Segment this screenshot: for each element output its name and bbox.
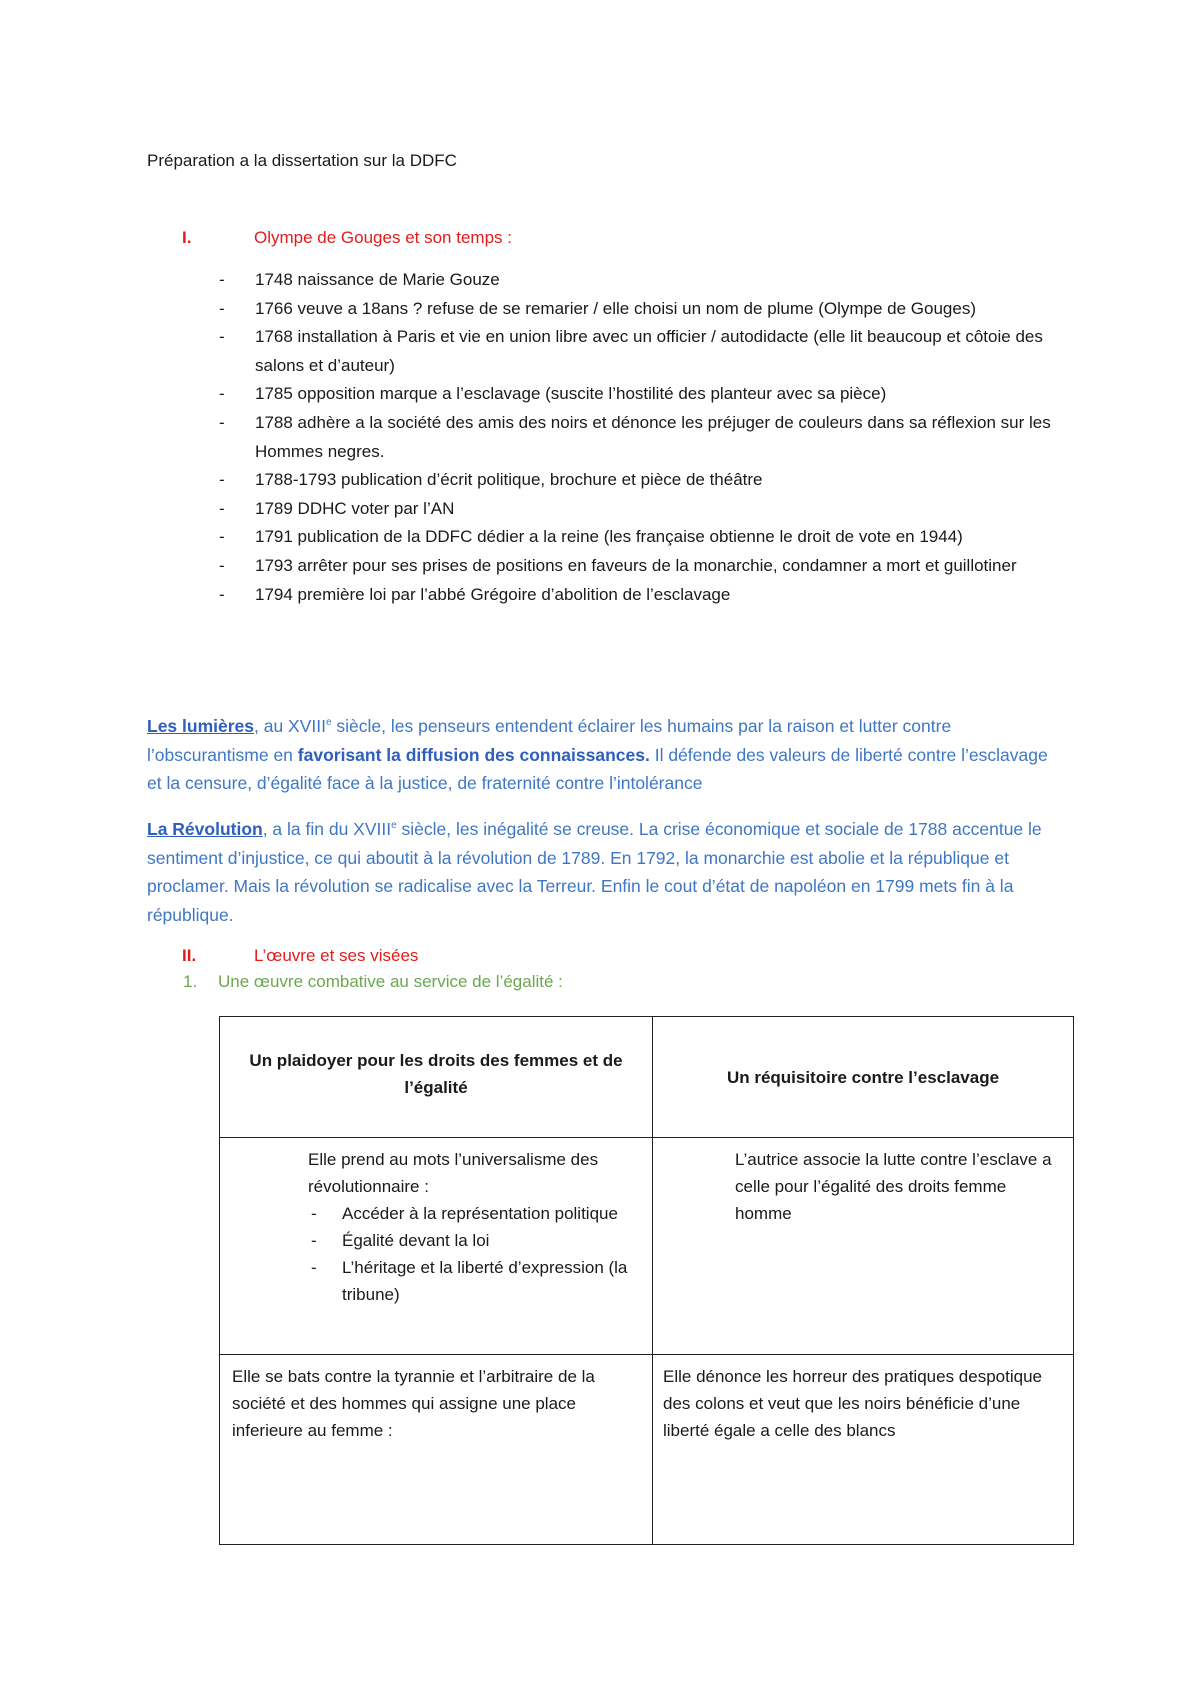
bullet-dash: - [219,412,225,432]
table-row [220,1355,1074,1545]
list-item-text: 1794 première loi par l’abbé Grégoire d’abolition de l’esclavage [255,584,731,604]
list-item-text: 1785 opposition marque a l’esclavage (suscite l’hostilité des planteur avec sa pièce) [255,384,887,404]
bullet-dash: - [311,1258,317,1277]
list-item-text: 1766 veuve a 18ans ? refuse de se remarier / elle choisi un nom de plume (Olympe de Gouges) [255,298,977,318]
list-item-text: L’héritage et la liberté d’expression (la tribune) [342,1258,628,1304]
list-item-text: 1748 naissance de Marie Gouze [255,270,500,289]
list-item [147,323,1067,380]
list-item [147,495,1067,524]
revolution-text-start: , a la fin du XVIII [262,818,392,839]
bullet-dash: - [311,1204,317,1223]
list-item-text: Égalité devant la loi [342,1231,490,1250]
cell-text: Elle se bats contre la tyrannie et l’arbitraire de la société et des hommes qui assigne une place inferieure au femme : [232,1367,595,1440]
list-item [147,466,1067,495]
list-item [308,1227,636,1254]
section-2-number: II. [182,946,197,965]
bullet-dash: - [219,584,225,604]
bullet-dash: - [219,527,225,547]
list-item [147,409,1067,466]
table-header-cell [653,1017,1074,1138]
bullet-dash: - [311,1231,317,1250]
timeline-list [147,266,1067,609]
lumieres-emphasis: favorisant la diffusion des connaissances. [297,744,650,765]
lumieres-paragraph [147,709,1067,798]
subsection-1-title: Une œuvre combative au service de l’égalité : [218,972,563,991]
lumieres-lead: Les lumières [147,715,254,736]
subsection-1-number: 1. [183,972,198,991]
table-row [220,1138,1074,1355]
bullet-dash: - [219,555,225,575]
list-item [147,266,1067,295]
century-superscript: e [391,820,397,831]
century-superscript: e [325,717,332,728]
page-title: Préparation a la dissertation sur la DDFC [147,151,457,170]
list-item [147,552,1067,581]
list-item [147,581,1067,610]
cell-intro-text: Elle prend au mots l’universalisme des révolutionnaire : [308,1150,599,1196]
section-2-title: L’œuvre et ses visées [254,946,419,965]
list-item [308,1254,636,1308]
list-item-text: 1788 adhère a la société des amis des noirs et dénonce les préjuger de couleurs dans sa réflexion sur les Hommes negres. [255,412,1051,461]
comparison-table [219,1016,1074,1545]
list-item-text: 1789 DDHC voter par l’AN [255,498,455,518]
list-item-text: 1768 installation à Paris et vie en union libre avec un officier / autodidacte (elle lit beaucoup et côtoie des salons et d’auteur) [255,327,1043,375]
list-item-text: 1791 publication de la DDFC dédier a la reine (les française obtienne le droit de vote en 1944) [255,527,963,547]
revolution-text-a: siècle, les inégalité se creuse. La crise économique et sociale de 1788 accentue le sentiment d’injustice, ce qui aboutit à la révolution de 1789. En 1792, la monarchie est abolie et la république et proclamer. Mais la révolution se radicalise avec la Terreur. Enfin le cout d’état de napoléon en 1799 mets fin à la république. [147,818,1042,926]
table-cell [220,1355,653,1545]
list-item-text: Accéder à la représentation politique [342,1204,618,1223]
revolution-lead: La Révolution [147,818,263,839]
section-1-number: I. [182,228,192,247]
cell-text: L’autrice associe la lutte contre l’esclave a celle pour l’égalité des droits femme homme [735,1150,1052,1223]
list-item [147,295,1067,324]
bullet-dash: - [219,384,225,404]
list-item-text: 1793 arrêter pour ses prises de positions en faveurs de la monarchie, condamner a mort et guillotiner [255,555,1017,575]
bullet-dash: - [219,498,225,518]
table-cell [653,1355,1074,1545]
cell-list [308,1200,636,1308]
list-item [308,1200,636,1227]
list-item-text: 1788-1793 publication d’écrit politique, brochure et pièce de théâtre [255,470,763,490]
header-anti-slavery: Un réquisitoire contre l’esclavage [726,1067,1000,1087]
lumieres-text-b: Il défende des valeurs de liberté contre l’esclavage et la censure, d’égalité face à la justice, de fraternité contre l’intolérance [147,744,1048,794]
section-1-title: Olympe de Gouges et son temps : [254,228,512,247]
lumieres-text-start: , au XVIII [254,715,326,736]
list-item [147,380,1067,409]
revolution-paragraph [147,812,1067,930]
list-item [147,523,1067,552]
lumieres-text-a: siècle, les penseurs entendent éclairer les humains par la raison et lutter contre l’obscurantisme en [147,715,952,765]
bullet-dash: - [219,470,225,490]
bullet-dash: - [219,270,225,289]
table-header-row [220,1017,1074,1138]
header-women-rights: Un plaidoyer pour les droits des femmes et de l’égalité [249,1051,623,1097]
table-cell [220,1138,653,1355]
table-cell [653,1138,1074,1355]
cell-text: Elle dénonce les horreur des pratiques despotique des colons et veut que les noirs bénéficie d’une liberté égale a celle des blancs [663,1367,1042,1440]
bullet-dash: - [219,327,225,347]
bullet-dash: - [219,298,225,318]
table-header-cell [220,1017,653,1138]
